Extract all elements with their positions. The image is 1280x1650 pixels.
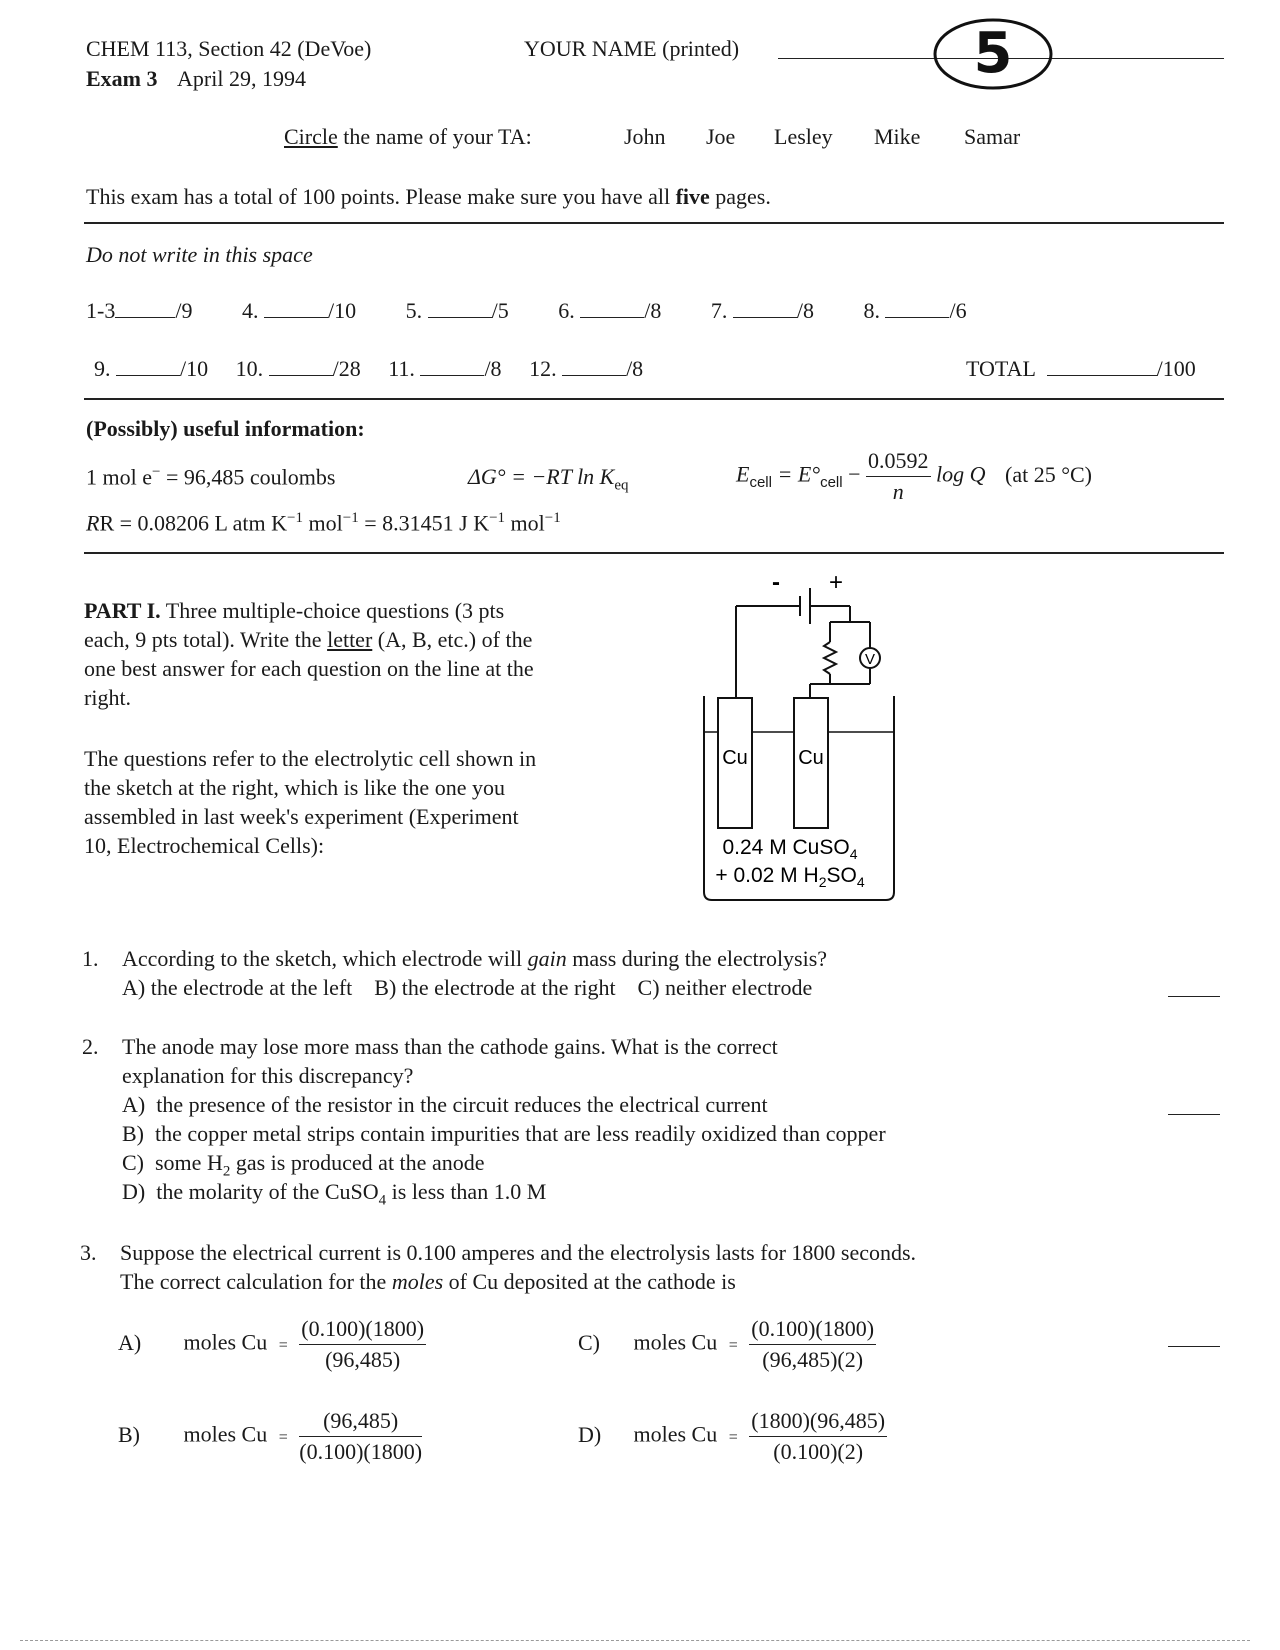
question-2-option-a: A) the presence of the resistor in the circuit reduces the electrical current xyxy=(122,1092,768,1117)
score-item: 9. /10 xyxy=(94,356,209,381)
question-2-number: 2. xyxy=(82,1034,99,1059)
part1-title: PART I. xyxy=(84,598,161,623)
question-2-option-b: B) the copper metal strips contain impurities that are less readily oxidized than copper xyxy=(122,1121,886,1146)
name-label: YOUR NAME (printed) xyxy=(524,36,740,61)
score-note: Do not write in this space xyxy=(86,242,313,267)
question-3-stem-1: Suppose the electrical current is 0.100 amperes and the electrolysis lasts for 1800 seconds. xyxy=(120,1240,917,1265)
ta-option-joe[interactable]: Joe xyxy=(706,124,736,149)
question-1-answer-line[interactable] xyxy=(1168,996,1220,997)
total-label: TOTAL xyxy=(966,356,1036,381)
score-item: 7. /8 xyxy=(710,298,814,323)
handwritten-score-mark xyxy=(930,14,1060,96)
question-1-options: A) the electrode at the left B) the electrode at the right C) neither electrode xyxy=(122,975,813,1000)
intro-text: This exam has a total of 100 points. Please make sure you have all xyxy=(86,184,671,209)
divider xyxy=(84,222,1224,224)
intro-after: pages. xyxy=(715,184,771,209)
exam-intro xyxy=(86,184,771,210)
score-item: 12. /8 xyxy=(529,356,644,381)
battery-plus-label: + xyxy=(828,569,844,596)
exam-title: Exam 3 xyxy=(86,66,158,91)
divider xyxy=(84,552,1224,554)
total-max: /100 xyxy=(1156,356,1196,381)
question-2-stem-2: explanation for this discrepancy? xyxy=(122,1063,414,1088)
score-item: 6. /8 xyxy=(558,298,662,323)
score-total xyxy=(966,356,1196,382)
solution-label-2: + 0.02 M $H_2SO_4$ xyxy=(715,864,865,890)
ta-option-lesley[interactable]: Lesley xyxy=(774,124,833,149)
scan-edge xyxy=(20,1640,1250,1641)
divider xyxy=(84,398,1224,400)
score-item: 1-3 /9 xyxy=(86,298,193,323)
score-item: 10. /28 xyxy=(235,356,361,381)
intro-bold: five xyxy=(675,184,710,209)
question-3-option-c: C) moles Cu = $\frac{(0.100)(1800)}{(96,485)(2)}$ xyxy=(578,1316,875,1372)
part1-intro: PART I. Three multiple-choice questions (3 pts each, 9 pts total). Write the letter (A, B, etc.) of the one best answer for each question on the line at the right. xyxy=(84,598,534,710)
faraday-constant: 1 mol e− = 96,485 coulombs xyxy=(86,464,336,490)
ta-prompt-rest: the name of your TA: xyxy=(343,124,532,149)
question-3-stem-2: The correct calculation for the moles of Cu deposited at the cathode is xyxy=(120,1269,736,1294)
ta-prompt xyxy=(284,124,532,150)
question-1-number: 1. xyxy=(82,946,99,971)
resistor-icon xyxy=(824,642,836,674)
question-3-number: 3. xyxy=(80,1240,97,1265)
ta-option-mike[interactable]: Mike xyxy=(874,124,921,149)
question-2-option-c: C) some $H_2$ gas is produced at the anode xyxy=(122,1150,485,1180)
left-electrode-label: Cu xyxy=(722,747,748,769)
electrolytic-cell-diagram xyxy=(700,566,910,906)
score-row-1 xyxy=(86,298,967,324)
gas-constant: RR = 0.08206 L atm $K^{-1}$ mol$^{-1}$ = 8.31451 J $K^{-1}$ mol$^{-1}$ xyxy=(86,510,561,536)
circle-word: Circle xyxy=(284,124,338,149)
score-item: 5. /5 xyxy=(405,298,509,323)
nernst-equation: $E_{cell} = E^\circ_{cell}$ − $\frac{0.0592}{n}$ log Q (at 25 °C) xyxy=(736,448,1093,504)
voltmeter-label: V xyxy=(864,651,876,668)
exam-line xyxy=(86,66,306,92)
solution-label-1: 0.24 M CuSO$_4$ xyxy=(722,836,858,862)
question-2-stem-1: The anode may lose more mass than the cathode gains. What is the correct xyxy=(122,1034,778,1059)
right-electrode-label: Cu xyxy=(798,747,824,769)
gibbs-equation: ΔG° = −RT $\ln K_{eq}$ xyxy=(468,464,629,494)
score-item: 11. /8 xyxy=(388,356,502,381)
score-row-2 xyxy=(94,356,643,382)
ta-option-john[interactable]: John xyxy=(624,124,666,149)
score-item: 4. /10 xyxy=(241,298,357,323)
question-3-answer-line[interactable] xyxy=(1168,1346,1220,1347)
score-item: 8. /6 xyxy=(863,298,967,323)
ta-option-samar[interactable]: Samar xyxy=(964,124,1021,149)
part1-description: The questions refer to the electrolytic cell shown in the sketch at the right, which is like the one you assembled in last week's experiment (Experiment 10, Electrochemical Cells): xyxy=(84,746,537,858)
question-3-option-a: A) moles Cu = $\frac{(0.100)(1800)}{(96,485)}$ xyxy=(118,1316,425,1372)
question-1-stem: According to the sketch, which electrode will gain mass during the electrolysis? xyxy=(122,946,828,971)
question-2-answer-line[interactable] xyxy=(1168,1114,1220,1115)
question-3-option-d: D) moles Cu = $\frac{(1800)(96,485)}{(0.100)(2)}$ xyxy=(578,1408,886,1464)
question-2-option-d: D) the molarity of the CuSO$_4$ is less than 1.0 M xyxy=(122,1179,547,1209)
course-line: CHEM 113, Section 42 (DeVoe) xyxy=(86,36,372,61)
question-3-option-b: B) moles Cu = $\frac{(96,485)}{(0.100)(1800)}$ xyxy=(118,1408,423,1464)
handwritten-digit: 5 xyxy=(973,21,1013,86)
battery-minus-label: - xyxy=(772,569,780,596)
useful-info-heading: (Possibly) useful information: xyxy=(86,416,365,441)
exam-date: April 29, 1994 xyxy=(177,66,306,91)
